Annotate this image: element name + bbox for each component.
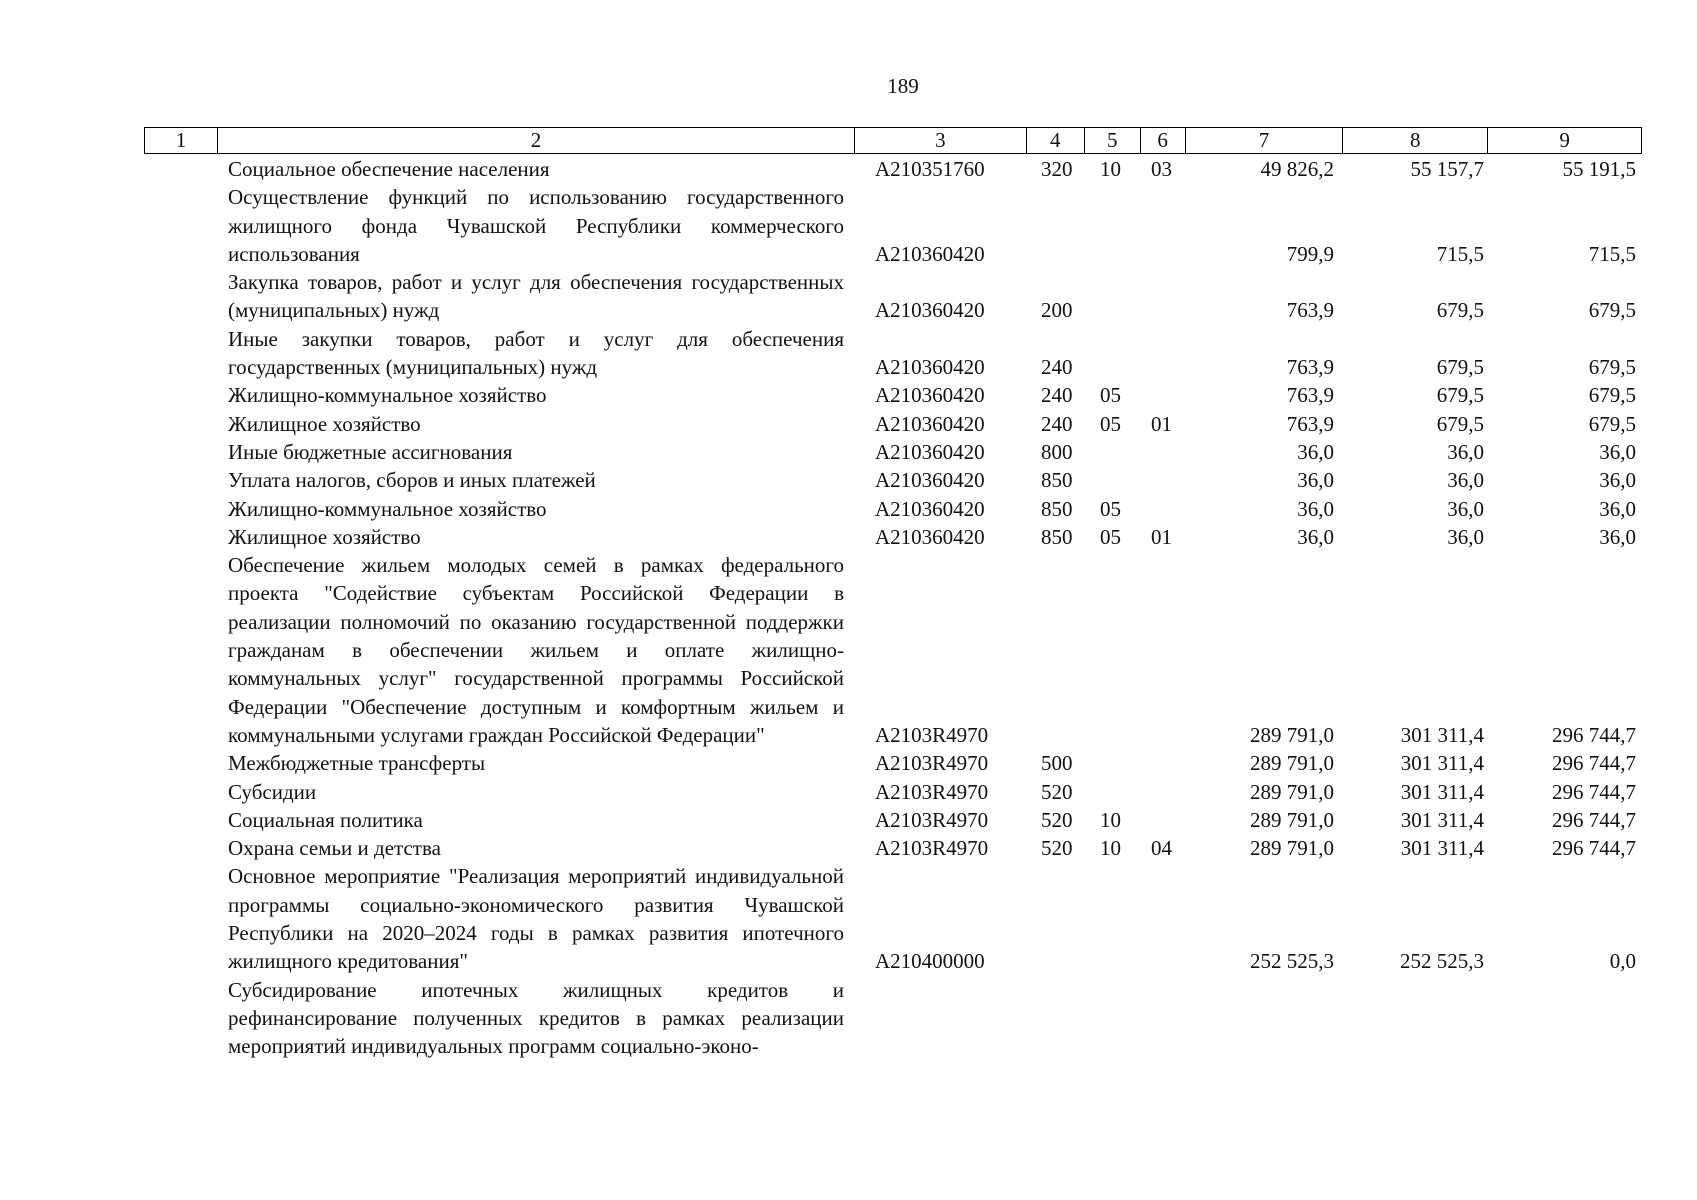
amount-col7: 289 791,0 — [1250, 722, 1334, 747]
column-header: 7 — [1186, 128, 1344, 153]
row-values — [0, 296, 1697, 324]
table-body — [0, 155, 1697, 1061]
row-values — [0, 466, 1697, 494]
row-values — [0, 1032, 1697, 1060]
column-header: 8 — [1343, 128, 1488, 153]
row-name: Субсидирование ипотечных жилищных кредитов и рефинансирование полученных кредитов в рамках реализации мероприятий индивидуальных программ социально-эконо- — [228, 977, 844, 1059]
amount-col7: 289 791,0 — [1250, 807, 1334, 832]
amount-col9: 679,5 — [1588, 298, 1636, 323]
target-code: A210360420 — [875, 411, 985, 436]
amount-col8: 679,5 — [1436, 383, 1484, 408]
amount-col9: 715,5 — [1588, 241, 1636, 266]
expense-type: 850 — [1041, 468, 1073, 493]
row-values — [0, 353, 1697, 381]
subsection: 01 — [1151, 524, 1172, 549]
target-code: A210360420 — [875, 439, 985, 464]
target-code: A210360420 — [875, 468, 985, 493]
amount-col7: 763,9 — [1286, 383, 1334, 408]
amount-col9: 296 744,7 — [1552, 779, 1636, 804]
row-name: Жилищное хозяйство — [228, 411, 421, 436]
expense-type: 520 — [1041, 836, 1073, 861]
table-row — [0, 551, 1697, 749]
table-row — [0, 976, 1697, 1061]
amount-col9: 36,0 — [1599, 496, 1636, 521]
expense-type: 850 — [1041, 524, 1073, 549]
target-code: A210360420 — [875, 355, 985, 380]
amount-col8: 36,0 — [1447, 439, 1484, 464]
amount-col9: 36,0 — [1599, 524, 1636, 549]
table-row — [0, 155, 1697, 183]
table-row — [0, 862, 1697, 975]
row-name: Жилищно-коммунальное хозяйство — [228, 383, 547, 408]
amount-col8: 36,0 — [1447, 524, 1484, 549]
column-header: 3 — [855, 128, 1027, 153]
row-values — [0, 749, 1697, 777]
amount-col9: 296 744,7 — [1552, 751, 1636, 776]
amount-col8: 252 525,3 — [1400, 949, 1484, 974]
amount-col7: 763,9 — [1286, 298, 1334, 323]
expense-type: 520 — [1041, 779, 1073, 804]
target-code: A210360420 — [875, 524, 985, 549]
amount-col7: 289 791,0 — [1250, 779, 1334, 804]
row-name: Охрана семьи и детства — [228, 836, 441, 861]
subsection: 04 — [1151, 836, 1172, 861]
amount-col8: 679,5 — [1436, 298, 1484, 323]
column-header: 1 — [145, 128, 218, 153]
section: 05 — [1100, 411, 1121, 436]
section: 10 — [1100, 807, 1121, 832]
amount-col9: 679,5 — [1588, 355, 1636, 380]
expense-type: 240 — [1041, 355, 1073, 380]
amount-col8: 301 311,4 — [1400, 779, 1484, 804]
row-name: Обеспечение жильем молодых семей в рамках федерального проекта "Содействие субъектам Российской Федерации в реализации полномочий по оказанию государственной поддержки гражданам в обеспечении жильем и оплате жилищно-коммунальных услуг" государственной программы Российской Федерации "Обеспечение доступным и комфортным жильем и коммунальными услугами граждан Российской Федерации" — [228, 553, 844, 747]
row-values — [0, 410, 1697, 438]
page-number: 189 — [887, 74, 919, 98]
amount-col8: 715,5 — [1436, 241, 1484, 266]
target-code: A210360420 — [875, 241, 985, 266]
row-values — [0, 806, 1697, 834]
amount-col8: 301 311,4 — [1400, 722, 1484, 747]
amount-col7: 799,9 — [1286, 241, 1334, 266]
amount-col8: 36,0 — [1447, 496, 1484, 521]
amount-col8: 55 157,7 — [1410, 157, 1484, 181]
amount-col9: 36,0 — [1599, 468, 1636, 493]
row-values — [0, 778, 1697, 806]
row-name: Жилищное хозяйство — [228, 524, 421, 549]
table-row — [0, 183, 1697, 268]
target-code: A210351760 — [875, 157, 985, 181]
section: 05 — [1100, 496, 1121, 521]
table-row — [0, 495, 1697, 523]
expense-type: 200 — [1041, 298, 1073, 323]
amount-col8: 301 311,4 — [1400, 751, 1484, 776]
amount-col9: 679,5 — [1588, 411, 1636, 436]
column-header: 9 — [1559, 128, 1570, 152]
target-code: A2103R4970 — [875, 779, 989, 804]
amount-col7: 36,0 — [1297, 524, 1334, 549]
row-name: Субсидии — [228, 779, 317, 804]
expense-type: 520 — [1041, 807, 1073, 832]
amount-col9: 0,0 — [1609, 949, 1636, 974]
row-values — [0, 240, 1697, 268]
row-name: Жилищно-коммунальное хозяйство — [228, 496, 547, 521]
row-name: Основное мероприятие "Реализация мероприятий индивидуальной программы социально-экономического развития Чувашской Республики на 2020–2024 годы в рамках развития ипотечного жилищного кредитования" — [228, 864, 844, 974]
table-row — [0, 523, 1697, 551]
table-row — [0, 268, 1697, 325]
subsection: 03 — [1151, 157, 1172, 181]
table-row — [0, 381, 1697, 409]
amount-col7: 252 525,3 — [1250, 949, 1334, 974]
target-code: A210360420 — [875, 496, 985, 521]
row-name: Уплата налогов, сборов и иных платежей — [228, 468, 596, 493]
amount-col7: 36,0 — [1297, 439, 1334, 464]
target-code: A2103R4970 — [875, 836, 989, 861]
table-row — [0, 410, 1697, 438]
subsection: 01 — [1151, 411, 1172, 436]
table-header — [144, 127, 1642, 154]
expense-type: 500 — [1041, 751, 1073, 776]
target-code: A210360420 — [875, 383, 985, 408]
row-name: Социальное обеспечение населения — [228, 157, 550, 181]
amount-col9: 36,0 — [1599, 439, 1636, 464]
amount-col8: 36,0 — [1447, 468, 1484, 493]
amount-col7: 36,0 — [1297, 468, 1334, 493]
row-name: Межбюджетные трансферты — [228, 751, 486, 776]
expense-type: 240 — [1041, 383, 1073, 408]
row-values — [0, 381, 1697, 409]
target-code: A2103R4970 — [875, 751, 989, 776]
column-header: 4 — [1027, 128, 1085, 153]
amount-col7: 763,9 — [1286, 411, 1334, 436]
expense-type: 240 — [1041, 411, 1073, 436]
section: 10 — [1100, 157, 1121, 181]
row-values — [0, 155, 1697, 183]
table-row — [0, 834, 1697, 862]
target-code: A210400000 — [875, 949, 985, 974]
row-values — [0, 721, 1697, 749]
table-row — [0, 325, 1697, 382]
target-code: A2103R4970 — [875, 807, 989, 832]
row-name: Социальная политика — [228, 807, 423, 832]
row-values — [0, 438, 1697, 466]
column-header: 5 — [1085, 128, 1141, 153]
row-name: Осуществление функций по использованию государственного жилищного фонда Чувашской Республики коммерческого использования — [228, 185, 844, 266]
amount-col9: 55 191,5 — [1562, 157, 1636, 181]
table-row — [0, 438, 1697, 466]
expense-type: 850 — [1041, 496, 1073, 521]
amount-col8: 301 311,4 — [1400, 836, 1484, 861]
amount-col7: 36,0 — [1297, 496, 1334, 521]
row-values — [0, 495, 1697, 523]
amount-col7: 289 791,0 — [1250, 751, 1334, 776]
section: 10 — [1100, 836, 1121, 861]
amount-col8: 679,5 — [1436, 355, 1484, 380]
amount-col9: 296 744,7 — [1552, 836, 1636, 861]
amount-col9: 296 744,7 — [1552, 807, 1636, 832]
amount-col9: 296 744,7 — [1552, 722, 1636, 747]
column-header: 2 — [218, 128, 855, 153]
expense-type: 800 — [1041, 439, 1073, 464]
amount-col8: 301 311,4 — [1400, 807, 1484, 832]
table-row — [0, 806, 1697, 834]
section: 05 — [1100, 383, 1121, 408]
target-code: A210360420 — [875, 298, 985, 323]
row-name: Иные закупки товаров, работ и услуг для обеспечения государственных (муниципальных) нужд — [228, 326, 844, 380]
expense-type: 320 — [1041, 157, 1073, 181]
row-name: Закупка товаров, работ и услуг для обеспечения государственных (муниципальных) нужд — [228, 270, 844, 323]
row-values — [0, 947, 1697, 975]
table-row — [0, 778, 1697, 806]
target-code: A2103R4970 — [875, 722, 989, 747]
row-values — [0, 523, 1697, 551]
amount-col9: 679,5 — [1588, 383, 1636, 408]
amount-col7: 763,9 — [1286, 355, 1334, 380]
row-values — [0, 834, 1697, 862]
table-row — [0, 749, 1697, 777]
amount-col7: 49 826,2 — [1260, 157, 1334, 181]
column-header: 6 — [1141, 128, 1186, 153]
amount-col7: 289 791,0 — [1250, 836, 1334, 861]
amount-col8: 679,5 — [1436, 411, 1484, 436]
section: 05 — [1100, 524, 1121, 549]
table-row — [0, 466, 1697, 494]
row-name: Иные бюджетные ассигнования — [228, 439, 513, 464]
